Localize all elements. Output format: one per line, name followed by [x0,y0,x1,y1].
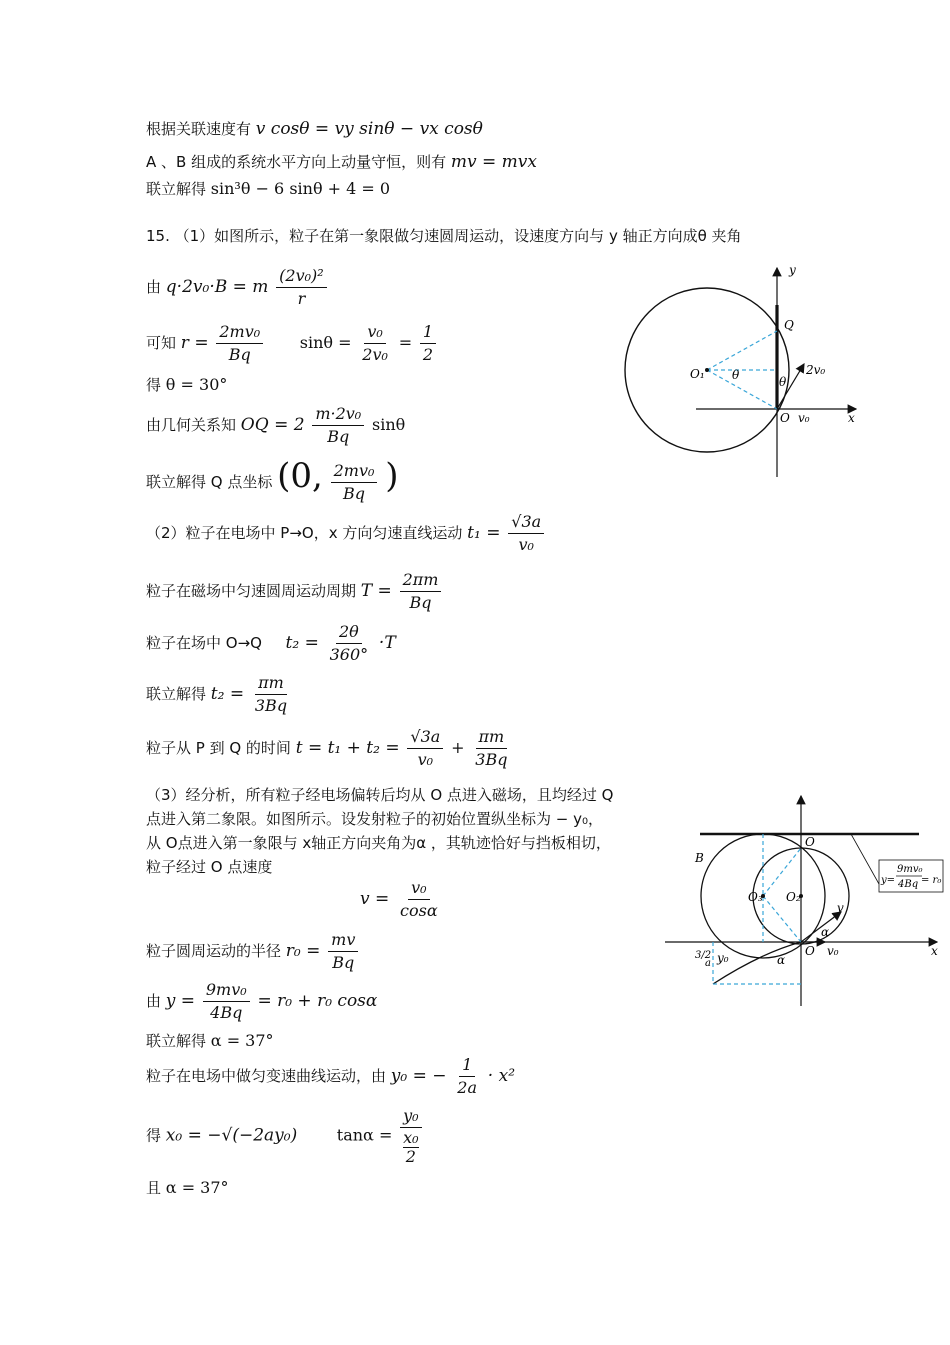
denominator: Bq [228,345,251,364]
formula: t₂ = [210,684,245,704]
numerator: m·2v₀ [312,404,364,426]
formula: t₁ = [467,523,501,543]
text: 联立解得 [146,180,207,198]
text: 得 [146,376,162,394]
inner-denominator: 2 [405,1147,416,1166]
label-theta-1: θ [732,368,740,382]
fraction [400,1106,421,1166]
fraction [276,266,327,309]
fraction [331,461,378,504]
figure-2-tangent-plate [665,788,945,1012]
label-a: a [705,958,711,969]
denominator: Bq [343,484,366,503]
label-v0: v₀ [827,944,839,958]
text: 根据关联速度有 [146,120,252,138]
numerator: 2mv₀ [216,322,263,344]
label-x: x [931,944,938,958]
x0-tan-line [146,1106,425,1166]
fraction [203,980,250,1023]
box-numerator: 9mv₀ [897,864,923,875]
fraction [327,622,372,665]
numerator: 1 [459,1055,475,1077]
center-dot [705,368,709,372]
numerator: √3a [407,727,443,749]
denominator: 2 [422,345,434,364]
fraction [328,930,358,973]
numerator: πm [255,673,287,695]
formula: ·T [378,633,396,653]
formula: (0, [277,456,323,496]
formula: x₀ = −√(−2ay₀) [165,1125,298,1146]
fraction [420,322,436,365]
label-x: x [848,411,855,425]
y-line [146,980,377,1023]
text: 得 [146,1126,162,1145]
formula: = r₀ + r₀ cosα [257,991,378,1011]
numerator: 1 [420,322,436,344]
numerator: (2v₀)² [276,266,327,288]
text: 粒子从 P 到 Q 的时间 [146,739,291,757]
label-three-halves: 3/2 [695,950,712,961]
formula: v = [360,889,390,909]
text: 由几何关系知 [146,416,237,434]
alpha-line-1 [146,1030,274,1051]
fraction [508,512,544,555]
formula: T = [360,581,392,601]
label-O: O [805,944,815,958]
numerator: 2θ [336,622,362,644]
label-y0: y₀ [717,951,729,965]
denominator: 2v₀ [362,345,388,364]
denominator: v₀ [417,750,434,769]
part3-text-1: （3）经分析，所有粒子经电场偏转后均从 O 点进入磁场，且均经过 Q [146,786,614,804]
fraction [216,322,263,365]
label-alpha-1: α [821,925,830,939]
formula: y₀ = − [390,1066,447,1086]
pointer-line [851,834,879,884]
part3-text-3: 从 O点进入第一象限与 x轴正方向夹角为α ，其轨迹恰好与挡板相切， [146,834,611,852]
part3-text-4: 粒子经过 O 点速度 [146,858,273,876]
formula: q·2v₀·B = m [165,277,269,297]
q15-part1-intro [146,225,742,246]
box-y: y= [881,875,896,886]
radius-to-Q [707,331,777,370]
formula: ) [385,456,399,496]
numerator: √3a [508,512,544,534]
text: A 、B 组成的系统水平方向上动量守恒，则有 [146,153,447,171]
numerator: 2πm [400,570,442,592]
box-r0: = r₀ [921,875,942,886]
denominator: 3Bq [254,696,288,715]
figure-1-circle-motion [618,262,868,492]
fraction [400,570,442,613]
denominator: 2a [457,1078,478,1097]
fraction [407,727,443,770]
formula: sin³θ − 6 sinθ + 4 = 0 [210,179,391,198]
step1 [146,266,330,309]
formula: sinθ = [299,333,352,352]
formula: v cosθ = vy sinθ − vx cosθ [255,119,483,139]
velocity-formula [360,878,444,921]
text: 由 [146,278,162,296]
formula: + [451,738,465,757]
solve-line [146,178,390,199]
denominator: r [297,289,306,308]
text: 联立解得 [146,1032,207,1050]
curve-line [146,1055,515,1098]
label-O1: O₁ [690,367,705,381]
radius-line [146,930,361,973]
fraction [454,1055,480,1098]
text: 粒子圆周运动的半径 [146,942,282,960]
denominator: Bq [327,427,350,446]
formula: θ = 30° [165,375,228,394]
denominator: 3Bq [475,750,508,769]
relation-line [146,118,483,139]
formula: r₀ = [285,941,321,961]
formula: OQ = 2 [240,415,305,435]
formula: t₂ = [285,633,319,653]
label-v0: v₀ [798,411,810,425]
text: 联立解得 Q 点坐标 [146,473,273,491]
formula: y = [165,991,196,1011]
numerator: mv [328,930,358,952]
text: 且 [146,1179,162,1197]
step4 [146,404,405,447]
label-B: B [695,851,704,865]
numerator: 9mv₀ [203,980,250,1002]
numerator: y₀ [400,1106,421,1128]
box-denominator: 4Bq [898,879,919,890]
total-time [146,727,513,770]
formula: α = 37° [210,1031,274,1050]
fraction [359,322,391,365]
label-alpha-2: α [777,953,786,967]
text: 可知 [146,334,177,352]
fraction [472,727,510,770]
text: 粒子在场中 O→Q [146,634,262,652]
denominator: Bq [332,953,355,972]
formula: r = [180,333,209,353]
formula: tanα = [336,1125,393,1145]
t2-result [146,673,293,716]
text: 粒子在电场中做匀变速曲线运动，由 [146,1067,387,1085]
text: 由 [146,992,162,1010]
t2-line [146,622,396,665]
fraction [397,878,441,921]
label-v: v [837,901,844,915]
numerator: v₀ [408,878,429,900]
label-y: y [789,263,796,277]
formula: · x² [487,1066,516,1086]
fraction [312,404,364,447]
label-2v0: 2v₀ [806,363,826,377]
fraction [252,673,290,716]
label-theta-2: θ [779,375,787,389]
numerator: v₀ [364,322,385,344]
label-O-top: O [805,835,815,849]
formula: = [398,333,413,352]
question-number: 15. [146,227,170,245]
formula: α = 37° [165,1178,229,1197]
denominator [400,1128,421,1166]
label-Q: Q [784,318,794,332]
step2 [146,322,439,365]
alpha-line-2 [146,1177,229,1198]
denominator: cosα [400,901,438,920]
step5 [146,456,398,504]
formula: sinθ [372,415,406,434]
period-line [146,570,444,613]
momentum-line [146,151,537,172]
step3 [146,374,227,395]
text: 粒子在磁场中匀速圆周运动周期 [146,582,357,600]
denominator: 360° [329,645,369,664]
denominator: Bq [409,593,432,612]
part3-text-2: 点进入第二象限。如图所示。设发射粒子的初始位置纵坐标为 − y₀， [146,810,603,828]
numerator: 2mv₀ [331,461,378,483]
text: 联立解得 [146,685,207,703]
numerator: πm [476,727,508,749]
dash-O3-top [763,848,801,896]
radius-to-O [707,370,777,409]
denominator: 4Bq [210,1003,243,1022]
inner-numerator: x₀ [403,1128,419,1147]
denominator: v₀ [518,535,534,554]
text: （2）粒子在电场中 P→O，x 方向匀速直线运动 [146,524,463,542]
label-O3: O₃ [748,890,763,904]
label-O2: O₂ [786,890,801,904]
label-O: O [780,411,790,425]
part2-intro [146,512,547,555]
text: （1）如图所示，粒子在第一象限做匀速圆周运动，设速度方向与 y 轴正方向成θ 夹角 [174,227,742,245]
formula: t = t₁ + t₂ = [295,738,400,758]
formula: mv = mvx [450,152,537,172]
